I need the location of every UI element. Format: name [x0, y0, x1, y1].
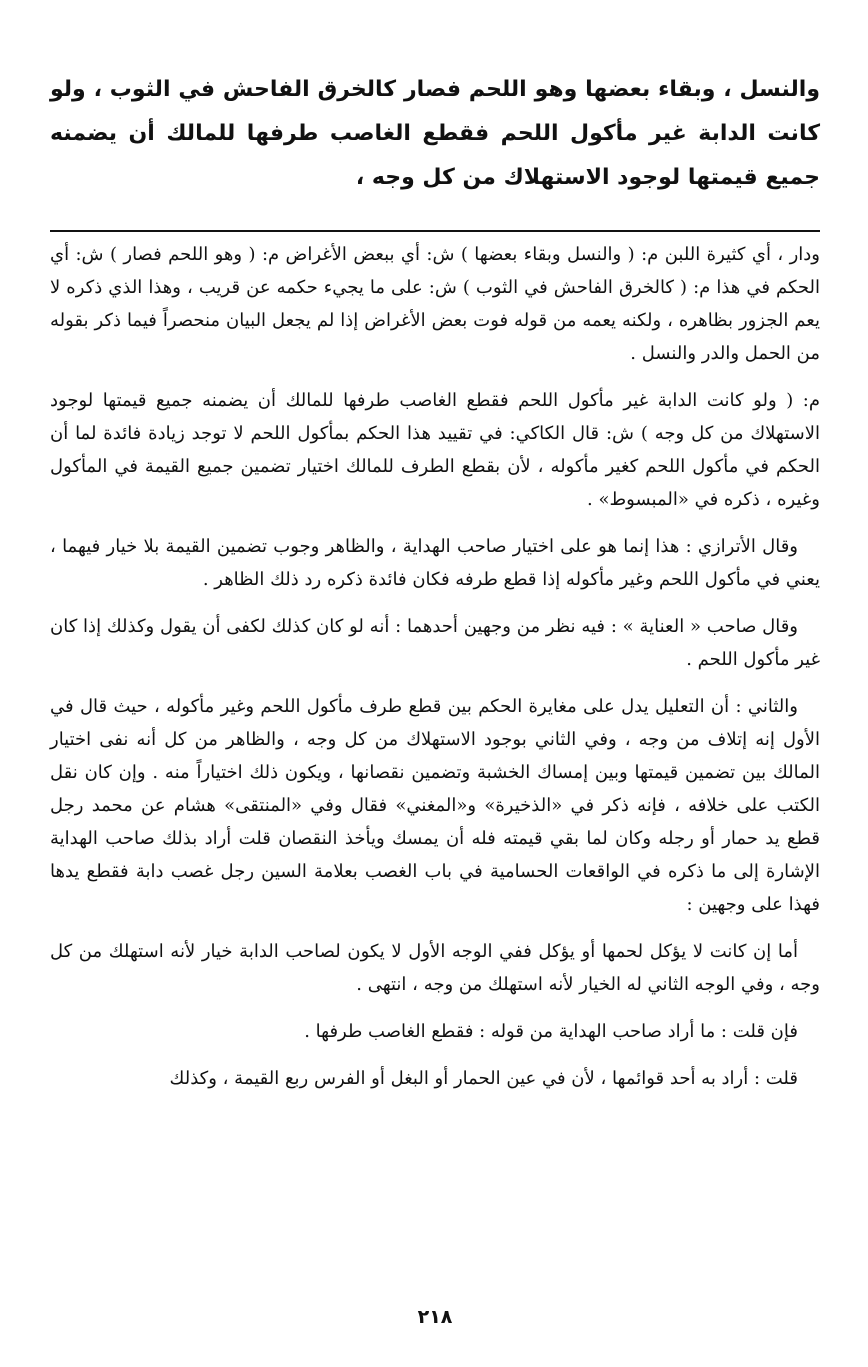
commentary-paragraph-7: فإن قلت : ما أراد صاحب الهداية من قوله : فقطع الغاصب طرفها .	[304, 1021, 798, 1042]
commentary-paragraph-4: وقال صاحب « العناية » : فيه نظر من وجهين أحدهما : أنه لو كان كذلك لكفى أن يقول وكذلك إذا كان غير مأكول اللحم .	[50, 616, 820, 670]
page-number: ٢١٨	[417, 1306, 453, 1328]
commentary-paragraph-8: قلت : أراد به أحد قوائمها ، لأن في عين الحمار أو البغل أو الفرس ربع القيمة ، وكذلك	[169, 1068, 798, 1089]
section-divider	[50, 230, 820, 232]
commentary-paragraph-3: وقال الأترازي : هذا إنما هو على اختيار صاحب الهداية ، والظاهر وجوب تضمين القيمة بلا خيار فيهما ، يعني في مأكول اللحم وغير مأكوله إذا قطع طرفه فكان فائدة ذكره رد ذلك الظاهر .	[50, 536, 820, 590]
commentary-paragraph-1: ودار ، أي كثيرة اللبن م: ( والنسل وبقاء بعضها ) ش: أي ببعض الأغراض م: ( وهو اللحم فصار ) ش: أي الحكم في هذا م: ( كالخرق الفاحش في الثوب ) ش: على ما يجيء حكمه عن قريب ، وهذا الذي ذكره لا يعم الجزور بظاهره ، ولكنه يعمه من قوله فوت بعض الأغراض إذا لم يجعل البيان منحصراً فيما ذكر بقوله من الحمل والدر والنسل .	[50, 244, 820, 364]
commentary-block	[50, 238, 820, 1109]
book-page	[50, 0, 820, 1367]
commentary-paragraph-6: أما إن كانت لا يؤكل لحمها أو يؤكل ففي الوجه الأول لا يكون لصاحب الدابة خيار لأنه استهلك من كل وجه ، وفي الوجه الثاني له الخيار لأنه استهلك من وجه ، انتهى .	[50, 941, 820, 995]
commentary-paragraph-5: والثاني : أن التعليل يدل على مغايرة الحكم بين قطع طرف مأكول اللحم وغير مأكوله ، حيث قال في الأول إنه إتلاف من وجه ، وفي الثاني بوجود الاستهلاك من كل وجه ، والظاهر من كل أنه نفى اختيار المالك بين تضمين قيمتها وبين إمساك الخشبة وتضمين نقصانها ، ويكون ذلك اختياراً منه . وإن كان نقل الكتب على خلافه ، فإنه ذكر في «الذخيرة» و«المغني» فقال وفي «المنتقى» هشام عن محمد رجل قطع يد حمار أو رجله وكان لما بقي قيمته فله أن يمسك ويأخذ النقصان قلت أراد بذلك صاحب الهداية الإشارة إلى ما ذكره في الواقعات الحسامية في باب الغصب بعلامة السين رجل غصب دابة فقطع يدها فهذا على وجهين :	[50, 696, 820, 915]
matn-text: والنسل ، وبقاء بعضها وهو اللحم فصار كالخرق الفاحش في الثوب ، ولو كانت الدابة غير مأكول اللحم فقطع الغاصب طرفها للمالك أن يضمنه جميع قيمتها لوجود الاستهلاك من كل وجه ،	[50, 77, 820, 190]
commentary-paragraph-2: م: ( ولو كانت الدابة غير مأكول اللحم فقطع الغاصب طرفها للمالك أن يضمنه جميع قيمتها لوجود الاستهلاك من كل وجه ) ش: قال الكاكي: في تقييد هذا الحكم بمأكول اللحم لا توجد زيادة فائدة لما أن الحكم في مأكول اللحم كغير مأكوله ، لأن بقطع الطرف للمالك اختيار تضمين جميع القيمة في المأكول وغيره ، ذكره في «المبسوط» .	[50, 390, 820, 510]
